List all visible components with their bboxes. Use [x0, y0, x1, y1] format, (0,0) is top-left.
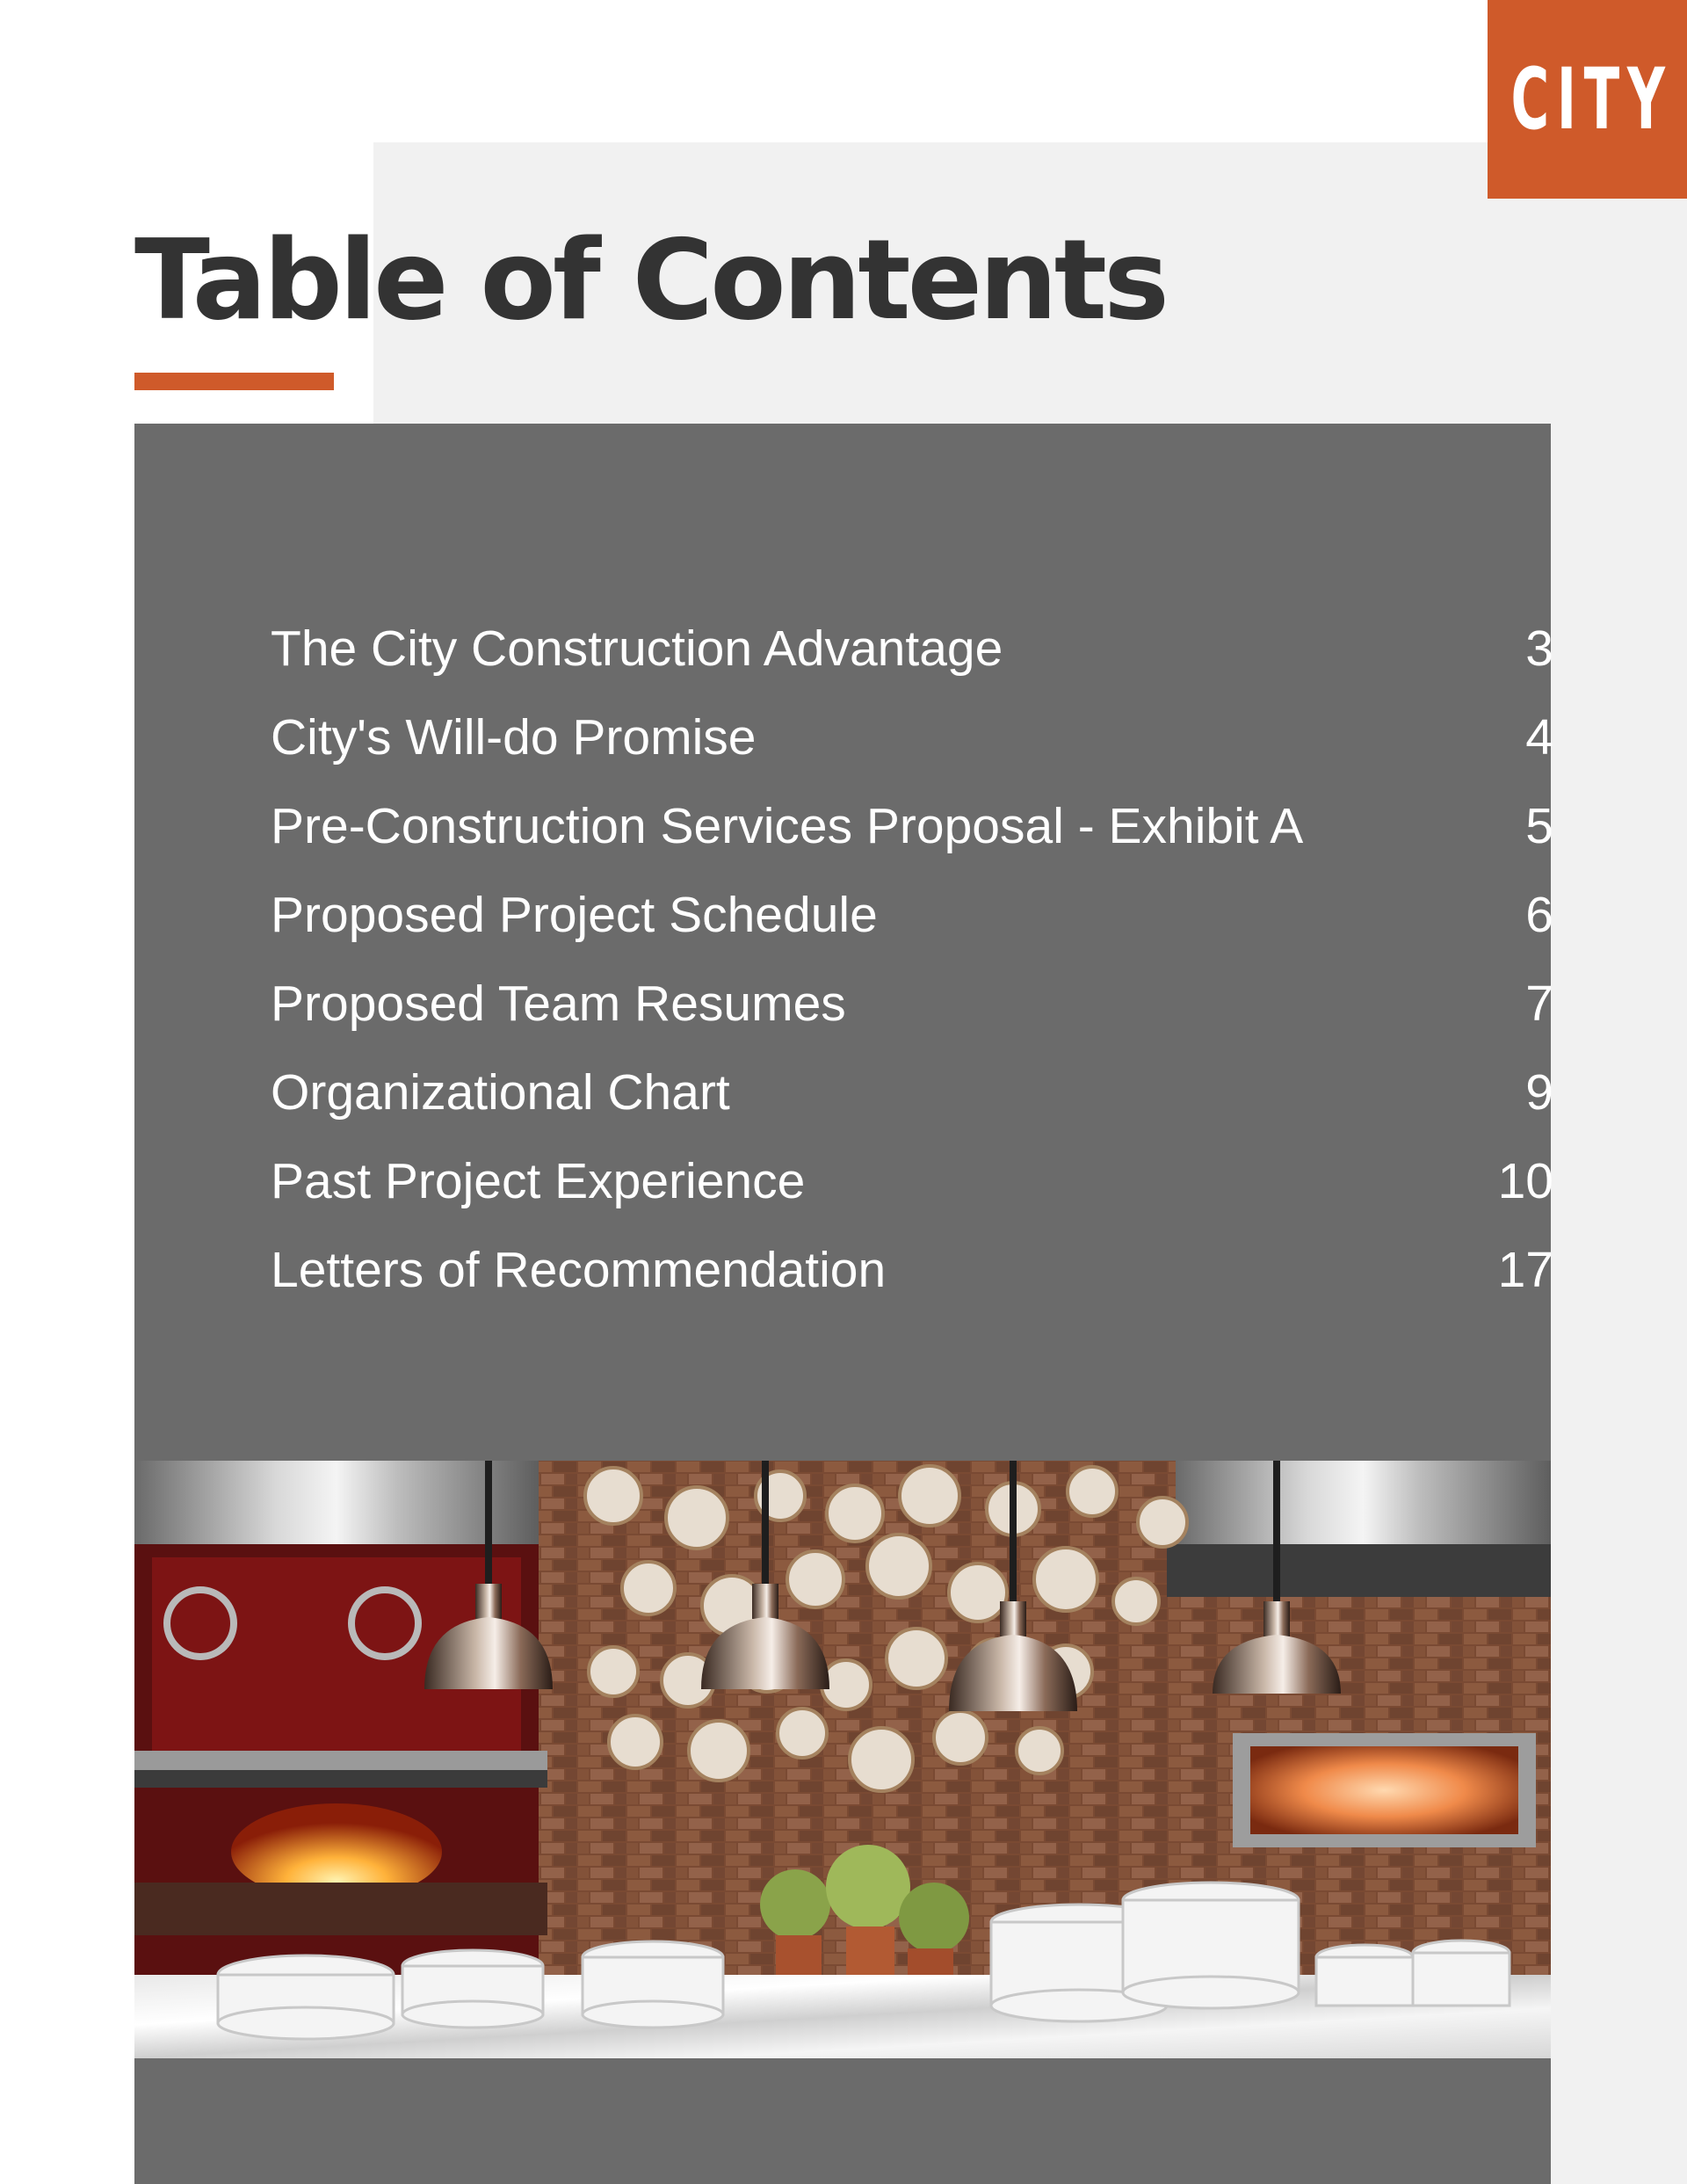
toc-entry[interactable]	[271, 604, 1553, 693]
toc-entry-title: The City Construction Advantage	[271, 620, 1003, 677]
page-title: Table of Contents	[134, 215, 1167, 345]
toc-entry-title: Letters of Recommendation	[271, 1241, 887, 1298]
toc-entry-page: 3	[1525, 620, 1553, 677]
toc-entry[interactable]	[271, 1048, 1553, 1136]
toc-entry-page: 7	[1525, 975, 1553, 1032]
toc-entry-title: Organizational Chart	[271, 1063, 730, 1121]
toc-entry-page: 5	[1525, 797, 1553, 854]
toc-entry[interactable]	[271, 693, 1553, 781]
toc-list	[271, 604, 1553, 1314]
toc-entry-page: 17	[1497, 1241, 1553, 1298]
city-logo	[1488, 0, 1687, 199]
toc-entry-page: 6	[1525, 886, 1553, 943]
title-underline	[134, 373, 334, 390]
toc-entry[interactable]	[271, 959, 1553, 1048]
logo-text: CITY	[1510, 50, 1673, 149]
toc-entry-title: Past Project Experience	[271, 1152, 806, 1209]
kitchen-photo	[134, 1461, 1551, 2058]
toc-entry[interactable]	[271, 1136, 1553, 1225]
toc-entry-title: City's Will-do Promise	[271, 708, 757, 765]
toc-entry-page: 9	[1525, 1063, 1553, 1121]
toc-entry-page: 4	[1525, 708, 1553, 765]
toc-entry[interactable]	[271, 781, 1553, 870]
toc-entry-page: 10	[1497, 1152, 1553, 1209]
toc-entry-title: Proposed Project Schedule	[271, 886, 878, 943]
toc-panel	[134, 424, 1551, 2184]
toc-entry-title: Pre-Construction Services Proposal - Exhibit A	[271, 797, 1304, 854]
toc-entry-title: Proposed Team Resumes	[271, 975, 846, 1032]
toc-entry[interactable]	[271, 1225, 1553, 1314]
toc-entry[interactable]	[271, 870, 1553, 959]
